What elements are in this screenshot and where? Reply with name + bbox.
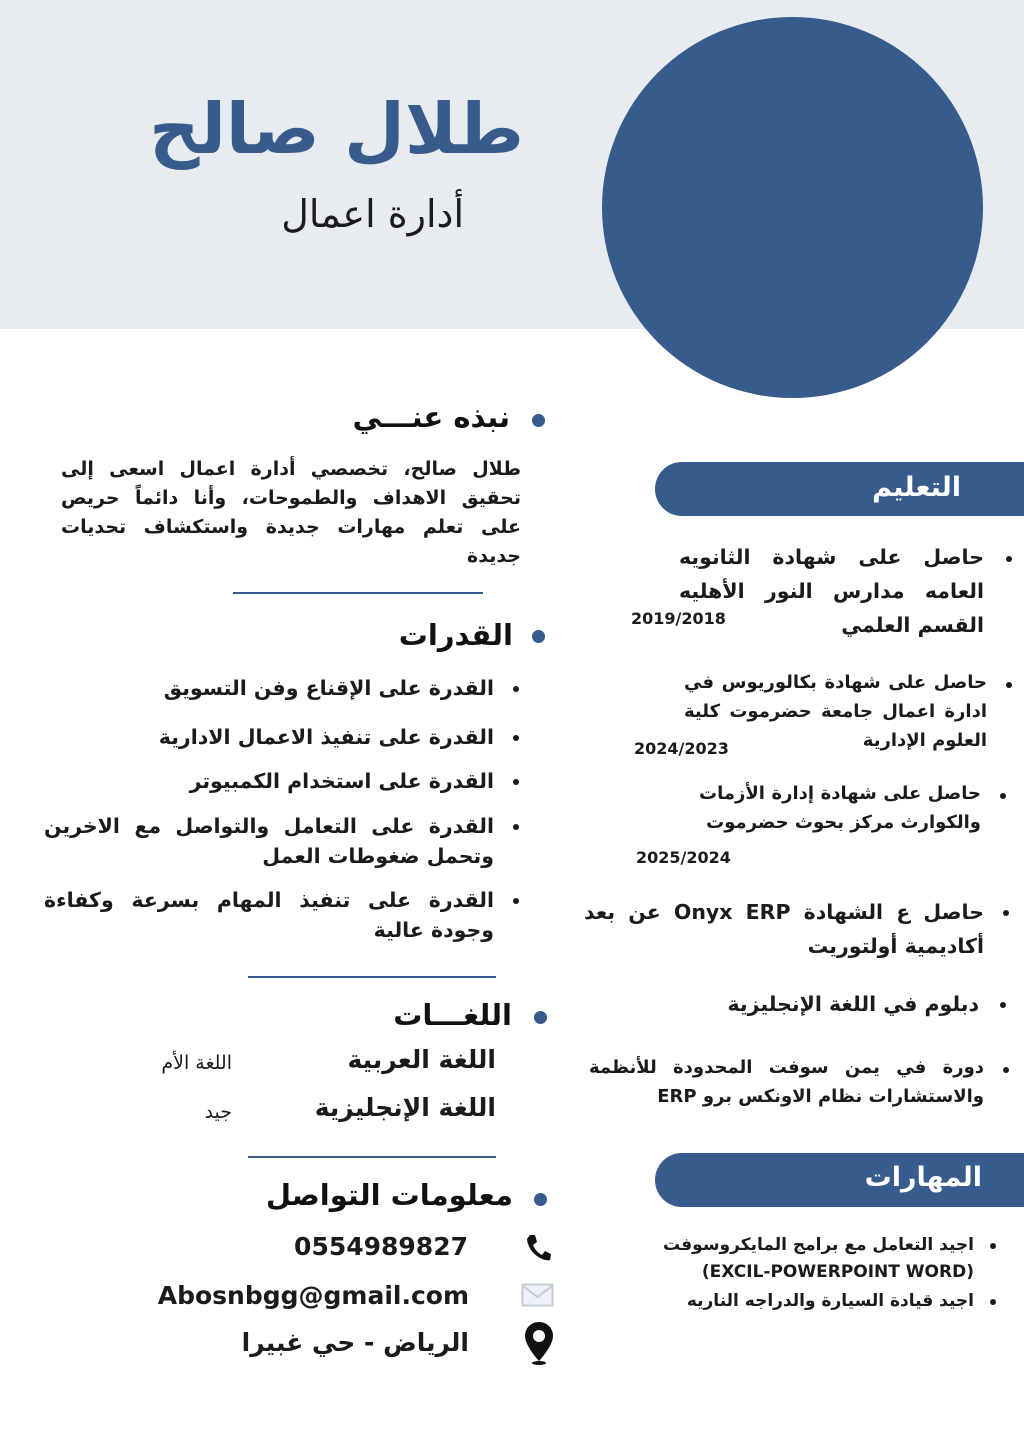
education-year: 2019/2018 [631, 609, 726, 628]
skill-item: اجيد قيادة السيارة والدراجه الناريه [686, 1291, 974, 1311]
ability-item: القدرة على تنفيذ المهام بسرعة وكفاءة وجودة عالية [44, 888, 494, 942]
divider [248, 1156, 496, 1158]
ability-item: القدرة على التعامل والتواصل مع الاخرين وتحمل ضغوطات العمل [44, 814, 494, 868]
job-title: أدارة اعمال [281, 192, 464, 236]
bullet [990, 1243, 996, 1249]
bullet [513, 686, 519, 692]
bullet [1003, 1067, 1009, 1073]
bullet [1003, 910, 1009, 916]
section-dot [534, 1193, 547, 1206]
bullet [990, 1299, 996, 1305]
education-item: حاصل على شهادة إدارة الأزمات والكوارث مركز بحوث حضرموت [699, 783, 981, 833]
education-item: حاصل على شهادة بكالوريوس في ادارة اعمال جامعة حضرموت كلية العلوم الإدارية [684, 672, 987, 751]
education-item: حاصل ع الشهادة Onyx ERP عن بعد أكاديمية أولتوريت [584, 900, 984, 958]
bullet [513, 898, 519, 904]
phone-icon [522, 1232, 552, 1264]
ability-item: القدرة على تنفيذ الاعمال الادارية [158, 725, 494, 749]
education-year: 2025/2024 [636, 848, 731, 867]
contact-title: معلومات التواصل [265, 1178, 513, 1212]
divider [248, 976, 496, 978]
language-name: اللغة العربية [347, 1045, 496, 1074]
about-text: طلال صالح، تخصصي أدارة اعمال اسعى إلى تحقيق الاهداف والطموحات، وأنا دائماً حريص على تعلم مهارات جديدة واستكشاف تحديات جديدة [61, 458, 521, 567]
education-item: دورة في يمن سوفت المحدودة للأنظمة والاستشارات نظام الاونكس برو ERP [589, 1057, 984, 1107]
languages-title: اللغـــات [393, 998, 512, 1032]
section-dot [532, 414, 545, 427]
section-dot [532, 630, 545, 643]
education-title: التعليم [872, 472, 961, 503]
bullet [1000, 793, 1006, 799]
profile-photo-circle [602, 17, 983, 398]
education-item: دبلوم في اللغة الإنجليزية [727, 992, 979, 1016]
education-item: حاصل على شهادة الثانويه العامه مدارس النور الأهليه القسم العلمي [679, 545, 984, 637]
abilities-title: القدرات [398, 618, 513, 652]
contact-phone[interactable]: 0554989827 [294, 1232, 468, 1261]
ability-item: القدرة على استخدام الكمبيوتر [189, 769, 494, 793]
about-title: نبذه عنـــي [352, 400, 510, 434]
bullet [1006, 682, 1012, 688]
language-level: جيد [204, 1101, 232, 1123]
contact-email[interactable]: Abosnbgg@gmail.com [157, 1281, 469, 1310]
divider [233, 592, 483, 594]
mail-icon [521, 1283, 554, 1307]
contact-address: الرياض - حي غبيرا [241, 1328, 469, 1357]
skill-item: اجيد التعامل مع برامج المايكروسوفت (EXCIL-POWERPOINT WORD) [663, 1235, 974, 1282]
bullet [1000, 1002, 1006, 1008]
bullet [1006, 556, 1012, 562]
ability-item: القدرة على الإقناع وفن التسويق [163, 676, 494, 700]
bullet [513, 824, 519, 830]
language-name: اللغة الإنجليزية [314, 1093, 496, 1122]
skills-title: المهارات [864, 1162, 982, 1193]
candidate-name: طلال صالح [149, 88, 524, 170]
section-dot [534, 1011, 547, 1024]
location-pin-icon [524, 1321, 554, 1366]
education-header-bar [655, 462, 1024, 516]
language-level: اللغة الأم [161, 1052, 232, 1074]
education-year: 2024/2023 [634, 739, 729, 758]
bullet [513, 735, 519, 741]
bullet [513, 779, 519, 785]
